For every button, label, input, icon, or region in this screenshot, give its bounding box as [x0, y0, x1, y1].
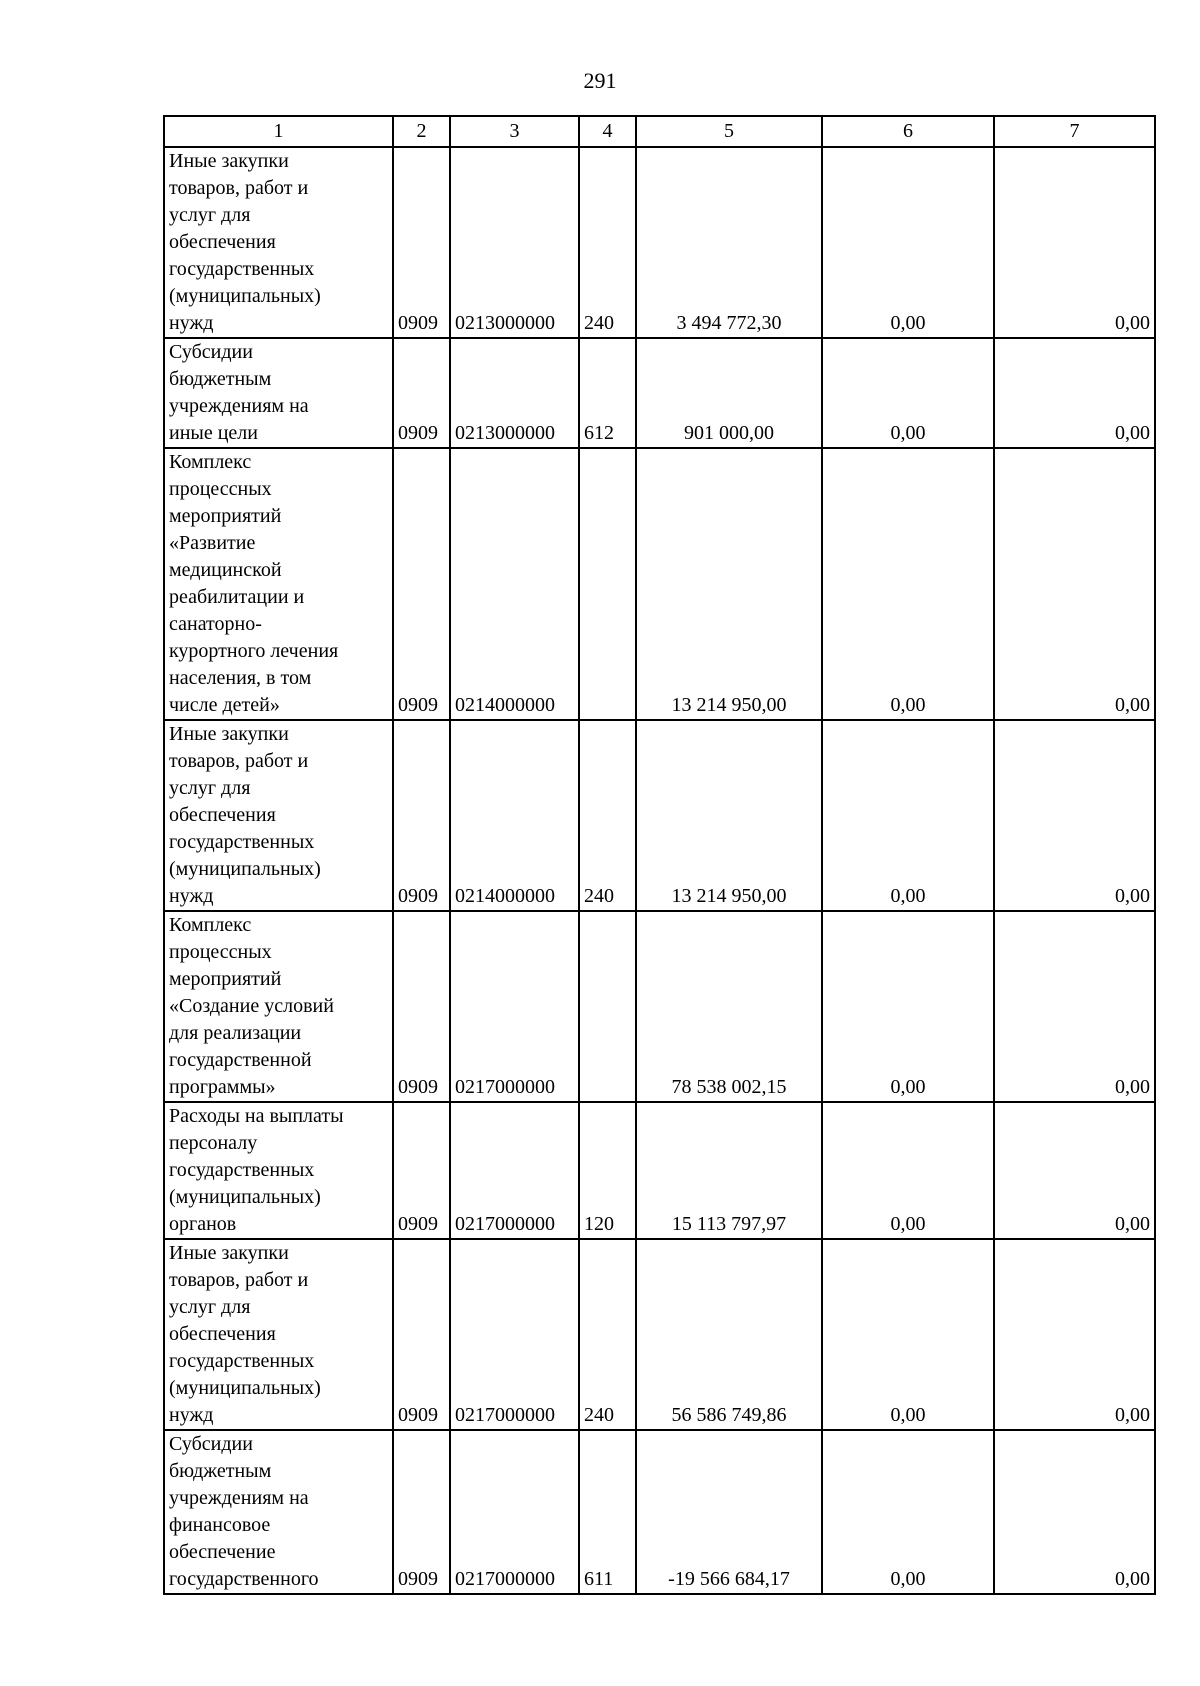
row-name-line: товаров, работ и: [169, 750, 309, 772]
amount-col5-cell: 13 214 950,00: [636, 720, 822, 911]
row-name-line: товаров, работ и: [169, 177, 309, 199]
amount-col6-cell: 0,00: [822, 448, 994, 720]
row-name-line: числе детей»: [169, 694, 280, 716]
row-name-line: программы»: [169, 1076, 276, 1098]
target-article-cell: 0214000000: [450, 720, 579, 911]
row-name-line: государственной: [169, 1049, 312, 1071]
expense-type-cell: [579, 448, 636, 720]
row-name-line: (муниципальных): [169, 1377, 321, 1399]
section-code-cell: 0909: [393, 1102, 450, 1239]
row-name-line: услуг для: [169, 204, 251, 226]
section-code-cell: 0909: [393, 147, 450, 338]
column-header: 2: [393, 116, 450, 147]
row-name-line: процессных: [169, 941, 272, 963]
table-row: [164, 911, 1155, 1102]
expense-type-cell: [579, 911, 636, 1102]
row-name-line: Иные закупки: [169, 1242, 289, 1264]
section-code-cell: 0909: [393, 1239, 450, 1430]
row-name-line: государственных: [169, 831, 315, 853]
row-name-line: услуг для: [169, 1296, 251, 1318]
row-name-cell: [164, 720, 393, 911]
amount-col7-cell: 0,00: [994, 1239, 1155, 1430]
row-name-line: государственных: [169, 1350, 315, 1372]
column-header: 7: [994, 116, 1155, 147]
row-name-line: Комплекс: [169, 451, 252, 473]
table-row: [164, 448, 1155, 720]
expense-type-cell: 120: [579, 1102, 636, 1239]
amount-col6-cell: 0,00: [822, 911, 994, 1102]
section-code-cell: 0909: [393, 1430, 450, 1594]
amount-col6-cell: 0,00: [822, 1102, 994, 1239]
section-code-cell: 0909: [393, 720, 450, 911]
section-code-cell: 0909: [393, 911, 450, 1102]
row-name-line: курортного лечения: [169, 640, 339, 662]
row-name-cell: [164, 1239, 393, 1430]
expense-type-cell: 240: [579, 1239, 636, 1430]
table-row: [164, 1430, 1155, 1594]
amount-col7-cell: 0,00: [994, 1102, 1155, 1239]
table-row: [164, 147, 1155, 338]
amount-col5-cell: 15 113 797,97: [636, 1102, 822, 1239]
row-name-line: нужд: [169, 1404, 214, 1426]
row-name-line: санаторно-: [169, 613, 262, 635]
column-header: 4: [579, 116, 636, 147]
row-name-line: (муниципальных): [169, 1186, 321, 1208]
row-name-line: Иные закупки: [169, 723, 289, 745]
column-header: 5: [636, 116, 822, 147]
amount-col6-cell: 0,00: [822, 720, 994, 911]
row-name-line: нужд: [169, 312, 214, 334]
row-name-line: Иные закупки: [169, 150, 289, 172]
target-article-cell: 0214000000: [450, 448, 579, 720]
amount-col5-cell: 78 538 002,15: [636, 911, 822, 1102]
amount-col6-cell: 0,00: [822, 147, 994, 338]
row-name-line: товаров, работ и: [169, 1269, 309, 1291]
row-name-line: «Развитие: [169, 532, 256, 554]
row-name-line: обеспечения: [169, 1323, 276, 1345]
row-name-line: мероприятий: [169, 505, 282, 527]
column-header: 1: [164, 116, 393, 147]
amount-col5-cell: 3 494 772,30: [636, 147, 822, 338]
row-name-line: мероприятий: [169, 968, 282, 990]
column-header: 3: [450, 116, 579, 147]
target-article-cell: 0217000000: [450, 1239, 579, 1430]
row-name-line: обеспечение: [169, 1541, 276, 1563]
amount-col6-cell: 0,00: [822, 1430, 994, 1594]
row-name-cell: [164, 1102, 393, 1239]
row-name-line: процессных: [169, 478, 272, 500]
row-name-line: для реализации: [169, 1022, 302, 1044]
table-body: [164, 147, 1155, 1594]
row-name-line: финансовое: [169, 1514, 271, 1536]
row-name-cell: [164, 448, 393, 720]
budget-table: [163, 115, 1156, 1595]
target-article-cell: 0217000000: [450, 911, 579, 1102]
table-row: [164, 1239, 1155, 1430]
expense-type-cell: 240: [579, 147, 636, 338]
expense-type-cell: 612: [579, 338, 636, 448]
amount-col7-cell: 0,00: [994, 448, 1155, 720]
row-name-line: Субсидии: [169, 1433, 253, 1455]
amount-col5-cell: 56 586 749,86: [636, 1239, 822, 1430]
row-name-line: обеспечения: [169, 231, 276, 253]
table-header-row: [164, 116, 1155, 147]
row-name-line: (муниципальных): [169, 285, 321, 307]
table-row: [164, 720, 1155, 911]
row-name-line: бюджетным: [169, 1460, 272, 1482]
row-name-cell: [164, 1430, 393, 1594]
row-name-line: Комплекс: [169, 914, 252, 936]
row-name-line: обеспечения: [169, 804, 276, 826]
target-article-cell: 0213000000: [450, 338, 579, 448]
amount-col5-cell: -19 566 684,17: [636, 1430, 822, 1594]
row-name-line: государственных: [169, 1159, 315, 1181]
amount-col6-cell: 0,00: [822, 338, 994, 448]
row-name-line: Расходы на выплаты: [169, 1105, 344, 1127]
row-name-line: реабилитации и: [169, 586, 305, 608]
amount-col5-cell: 13 214 950,00: [636, 448, 822, 720]
row-name-line: государственных: [169, 258, 315, 280]
row-name-cell: [164, 338, 393, 448]
amount-col7-cell: 0,00: [994, 720, 1155, 911]
row-name-line: Субсидии: [169, 341, 253, 363]
column-header: 6: [822, 116, 994, 147]
amount-col6-cell: 0,00: [822, 1239, 994, 1430]
row-name-line: учреждениям на: [169, 1487, 309, 1509]
amount-col7-cell: 0,00: [994, 1430, 1155, 1594]
row-name-line: услуг для: [169, 777, 251, 799]
amount-col7-cell: 0,00: [994, 147, 1155, 338]
row-name-line: медицинской: [169, 559, 282, 581]
row-name-line: бюджетным: [169, 368, 272, 390]
row-name-line: персоналу: [169, 1132, 258, 1154]
target-article-cell: 0217000000: [450, 1102, 579, 1239]
amount-col7-cell: 0,00: [994, 338, 1155, 448]
row-name-line: нужд: [169, 885, 214, 907]
section-code-cell: 0909: [393, 448, 450, 720]
row-name-line: иные цели: [169, 422, 258, 444]
section-code-cell: 0909: [393, 338, 450, 448]
row-name-line: органов: [169, 1213, 237, 1235]
expense-type-cell: 611: [579, 1430, 636, 1594]
table-row: [164, 1102, 1155, 1239]
target-article-cell: 0217000000: [450, 1430, 579, 1594]
target-article-cell: 0213000000: [450, 147, 579, 338]
expense-type-cell: 240: [579, 720, 636, 911]
row-name-line: учреждениям на: [169, 395, 309, 417]
page-number: 291: [583, 68, 617, 93]
row-name-line: (муниципальных): [169, 858, 321, 880]
row-name-cell: [164, 147, 393, 338]
amount-col5-cell: 901 000,00: [636, 338, 822, 448]
table-row: [164, 338, 1155, 448]
row-name-line: государственного: [169, 1568, 319, 1590]
amount-col7-cell: 0,00: [994, 911, 1155, 1102]
row-name-line: «Создание условий: [169, 995, 334, 1017]
row-name-line: населения, в том: [169, 667, 312, 689]
row-name-cell: [164, 911, 393, 1102]
